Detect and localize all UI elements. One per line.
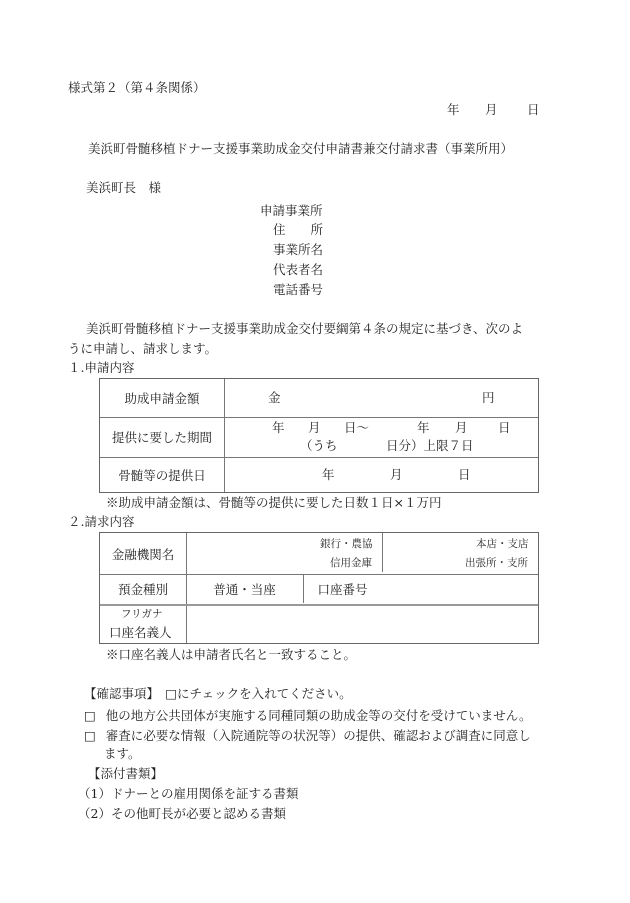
checkbox-2[interactable]: □: [84, 728, 96, 743]
section2-note: ※口座名義人は申請者氏名と一致すること。: [106, 647, 357, 662]
form-number: 様式第２（第４条関係）: [68, 80, 206, 95]
donation-day: 日: [458, 467, 471, 482]
checkbox-1[interactable]: □: [84, 708, 96, 723]
amount-prefix: 金: [268, 390, 281, 405]
section2-heading: ２.請求内容: [68, 514, 135, 529]
bank-type-2: 信用金庫: [330, 557, 372, 569]
amount-suffix: 円: [482, 390, 495, 405]
branch-type-2: 出張所・支所: [465, 557, 528, 569]
section1-heading: １.申請内容: [68, 360, 135, 375]
branch-type-1: 本店・支店: [476, 538, 529, 550]
date-day: 日: [527, 102, 540, 117]
period-start-day: 日～: [344, 420, 370, 435]
donation-month: 月: [390, 467, 403, 482]
period-start-month: 月: [308, 420, 321, 435]
period-start-year: 年: [272, 420, 285, 435]
confirm-item-1: [84, 708, 532, 724]
label-amount: 助成申請金額: [124, 391, 200, 406]
amount-input[interactable]: [290, 390, 470, 406]
label-donation-date: 骨髄等の提供日: [118, 468, 206, 483]
confirm-item-2: [84, 728, 531, 744]
applicant-representative-label: 代表者名: [273, 262, 324, 277]
date-year: 年: [447, 102, 460, 117]
bank-table: [99, 532, 539, 644]
intro-line-2: うに申請し、請求します。: [68, 341, 218, 356]
attachment-item-2: （2）その他町長が必要と認める書類: [78, 806, 286, 821]
period-end-day: 日: [498, 420, 511, 435]
label-account-type: 預金種別: [117, 582, 168, 597]
bank-type-1: 銀行・農協: [320, 538, 373, 550]
confirm-item-1-text: 他の地方公共団体が実施する同種同類の助成金等の交付を受けていません。: [105, 708, 532, 723]
holder-label: 口座名義人: [109, 625, 172, 640]
label-account-number: 口座番号: [317, 582, 368, 597]
document-title: 美浜町骨髄移植ドナー支援事業助成金交付申請書兼交付請求書（事業所用）: [88, 141, 514, 156]
account-type-options[interactable]: 普通・当座: [213, 582, 276, 597]
attachments-heading: 【添付書類】: [88, 766, 164, 781]
applicant-phone-label: 電話番号: [273, 282, 324, 297]
section1-note: ※助成申請金額は、骨髄等の提供に要した日数１日×１万円: [106, 495, 442, 510]
date-month: 月: [485, 102, 498, 117]
period-end-month: 月: [455, 420, 468, 435]
label-bank: 金融機関名: [111, 546, 175, 562]
applicant-heading: 申請事業所: [260, 203, 323, 218]
holder-input[interactable]: [187, 606, 539, 644]
holder-furigana-label: フリガナ: [121, 608, 163, 620]
applicant-address-label: 住 所: [273, 222, 324, 237]
confirm-item-2-cont: ます。: [104, 746, 141, 761]
donation-year: 年: [322, 467, 335, 482]
period-end-year: 年: [417, 420, 430, 435]
label-period: 提供に要した期間: [111, 430, 212, 445]
account-number-input[interactable]: [383, 575, 539, 603]
applicant-company-label: 事業所名: [273, 242, 324, 257]
application-table: [99, 378, 539, 493]
attachment-item-1: （1）ドナーとの雇用関係を証する書類: [78, 786, 299, 801]
period-days-limit: 日分）上限７日: [386, 438, 474, 453]
addressee: 美浜町長 様: [86, 180, 162, 195]
confirm-item-2-text: 審査に必要な情報（入院通院等の状況等）の提供、確認および調査に同意し: [105, 728, 531, 743]
period-days-open: （うち: [300, 438, 338, 453]
confirm-heading: 【確認事項】 □にチェックを入れてください。: [84, 686, 352, 701]
intro-line-1: 美浜町骨髄移植ドナー支援事業助成金交付要綱第４条の規定に基づき、次のよ: [86, 321, 524, 336]
